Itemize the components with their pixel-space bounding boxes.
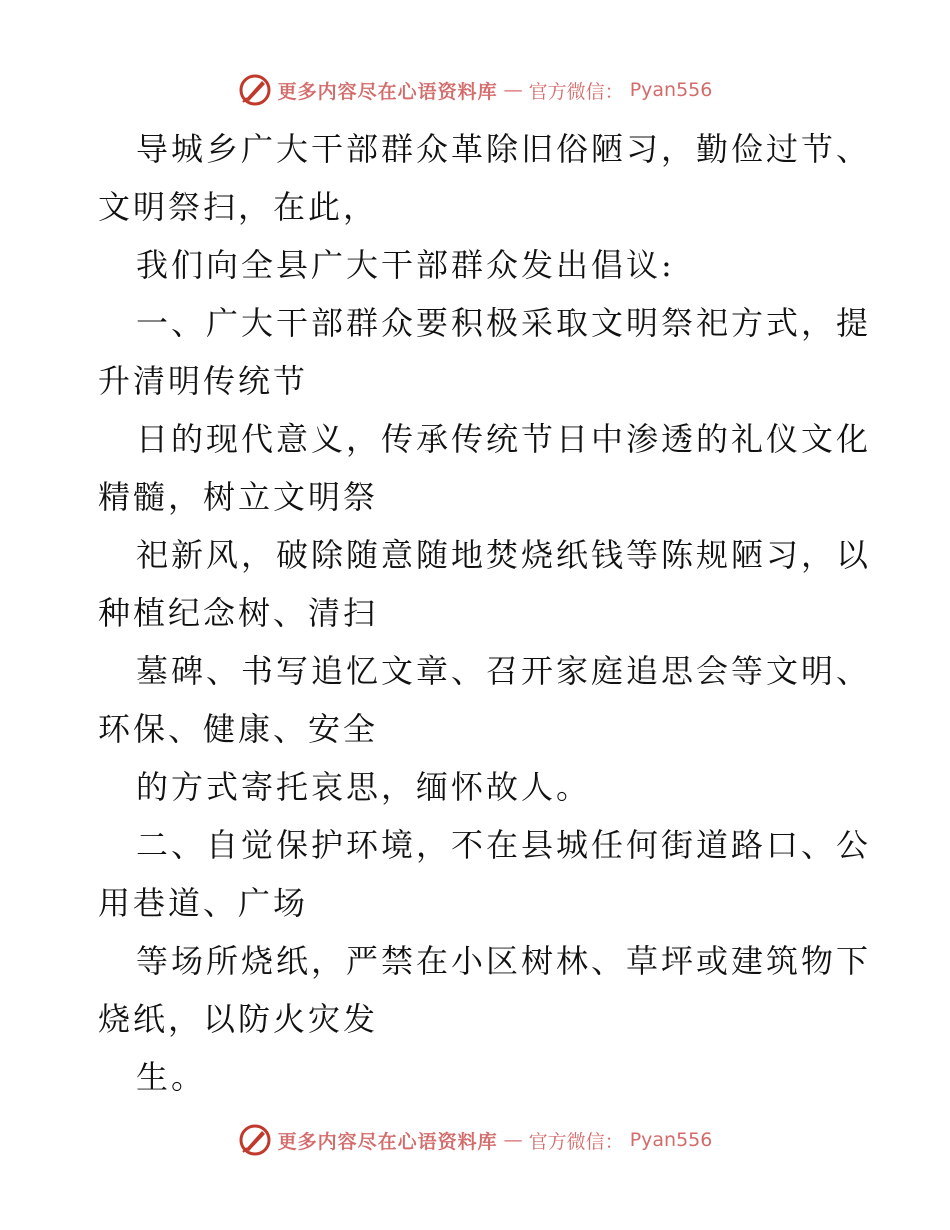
footer-wechat-label: 官方微信： [528, 1130, 624, 1153]
body-line: 升清明传统节 [98, 362, 309, 400]
footer-banner [0, 1120, 950, 1160]
header-wechat-label: 官方微信： [528, 80, 624, 103]
header-dash: — [503, 79, 523, 101]
quill-pen-icon [238, 1123, 272, 1157]
body-line: 墓碑、书写追忆文章、召开家庭追思会等文明、 [136, 652, 872, 690]
document-body [98, 120, 872, 1106]
body-line: 二、自觉保护环境，不在县城任何街道路口、公 [136, 826, 872, 864]
footer-dash: — [503, 1129, 523, 1151]
quill-pen-icon [238, 73, 272, 107]
body-line: 我们向全县广大干部群众发出倡议: [136, 246, 675, 284]
header-banner [0, 70, 950, 110]
body-line: 烧纸，以防火灾发 [98, 1000, 379, 1038]
body-line: 的方式寄托哀思，缅怀故人。 [136, 768, 592, 806]
body-line: 一、广大干部群众要积极采取文明祭祀方式，提 [136, 304, 872, 342]
body-line: 用巷道、广场 [98, 884, 309, 922]
body-line: 文明祭扫，在此， [98, 188, 379, 226]
body-line: 生。 [136, 1058, 207, 1096]
body-line: 等场所烧纸，严禁在小区树林、草坪或建筑物下 [136, 942, 872, 980]
body-line: 种植纪念树、清扫 [98, 594, 379, 632]
footer-site-text: 更多内容尽在心语资料库 [277, 1130, 498, 1153]
body-line: 精髓，树立文明祭 [98, 478, 379, 516]
body-line: 环保、健康、安全 [98, 710, 379, 748]
header-wechat-id: Pyan556 [629, 79, 713, 101]
header-site-text: 更多内容尽在心语资料库 [277, 80, 498, 103]
footer-wechat-id: Pyan556 [629, 1129, 713, 1151]
body-line: 导城乡广大干部群众革除旧俗陋习，勤俭过节、 [136, 130, 872, 168]
body-line: 祀新风，破除随意随地焚烧纸钱等陈规陋习，以 [136, 536, 872, 574]
body-line: 日的现代意义，传承传统节日中渗透的礼仪文化 [136, 420, 872, 458]
